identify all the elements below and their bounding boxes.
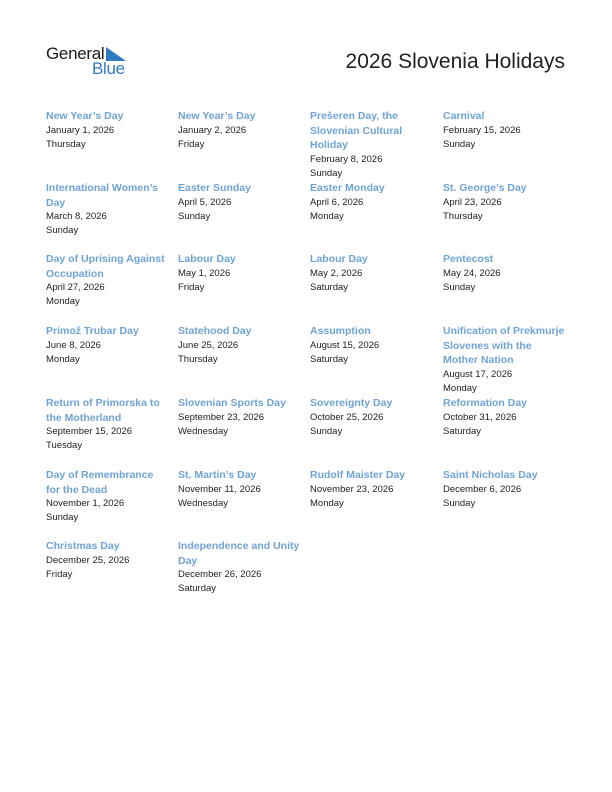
holiday-date: August 15, 2026	[310, 339, 380, 351]
holiday-name: Reformation Day	[443, 397, 528, 409]
holiday-entry	[443, 396, 567, 439]
holiday-entry	[178, 539, 302, 596]
holiday-entry	[46, 539, 170, 582]
holiday-weekday: Saturday	[310, 353, 349, 365]
holiday-name: New Year’s Day	[46, 110, 124, 122]
holiday-entry	[46, 252, 170, 309]
holiday-weekday: Friday	[46, 568, 73, 580]
holiday-weekday: Sunday	[310, 425, 343, 437]
page-title: 2026 Slovenia Holidays	[345, 50, 565, 73]
holiday-name: Sovereignty Day	[310, 397, 393, 409]
holiday-name: International Women’s Day	[46, 182, 159, 209]
holiday-weekday: Sunday	[46, 512, 79, 523]
holiday-weekday: Monday	[46, 296, 80, 307]
holiday-entry	[310, 181, 434, 224]
holiday-date: April 5, 2026	[178, 196, 232, 208]
holiday-entry	[46, 181, 170, 238]
holiday-weekday: Sunday	[178, 210, 211, 222]
holiday-entry	[443, 324, 567, 396]
holiday-weekday: Thursday	[443, 210, 483, 222]
holiday-name: Saint Nicholas Day	[443, 469, 538, 481]
holiday-entry	[310, 109, 434, 181]
holiday-date: October 25, 2026	[310, 411, 384, 423]
holiday-entry	[178, 109, 302, 152]
holiday-weekday: Sunday	[443, 138, 476, 150]
holiday-entry	[46, 468, 170, 525]
holiday-name: Day of Remembrance for the Dead	[46, 469, 154, 496]
holiday-date: June 25, 2026	[178, 339, 239, 351]
holiday-name: Independence and Unity Day	[178, 540, 300, 567]
holiday-name: Assumption	[310, 325, 371, 337]
holiday-name: Prešeren Day, the Slovenian Cultural Holiday	[310, 110, 403, 151]
holiday-entry	[443, 468, 567, 511]
holiday-name: Statehood Day	[178, 325, 252, 337]
holiday-name: Slovenian Sports Day	[178, 397, 286, 409]
holiday-entry	[46, 109, 170, 152]
holiday-entry	[46, 396, 170, 453]
holiday-name: Day of Uprising Against Occupation	[46, 253, 165, 280]
holiday-date: September 15, 2026	[46, 426, 133, 437]
holiday-date: September 23, 2026	[178, 411, 265, 423]
holiday-date: March 8, 2026	[46, 211, 107, 222]
logo	[46, 44, 136, 80]
holiday-entry	[310, 324, 434, 367]
holiday-weekday: Wednesday	[178, 497, 228, 509]
holiday-entry	[46, 324, 170, 367]
holiday-name: Pentecost	[443, 253, 494, 265]
holiday-date: January 1, 2026	[46, 124, 115, 136]
holiday-entry	[178, 252, 302, 295]
holiday-name: St. George’s Day	[443, 182, 527, 194]
holiday-name: Rudolf Maister Day	[310, 469, 406, 481]
holiday-name: Easter Monday	[310, 182, 385, 194]
holiday-name: Primož Trubar Day	[46, 325, 139, 337]
holiday-date: February 15, 2026	[443, 124, 521, 136]
holiday-weekday: Saturday	[443, 425, 482, 437]
holiday-name: Carnival	[443, 110, 485, 122]
holiday-weekday: Monday	[443, 382, 477, 394]
holiday-date: February 8, 2026	[310, 153, 383, 165]
logo-text-blue: Blue	[92, 59, 125, 78]
holiday-date: October 31, 2026	[443, 411, 517, 423]
holiday-entry	[443, 252, 567, 295]
holiday-entry	[443, 181, 567, 224]
holiday-entry	[178, 396, 302, 439]
holiday-name: Easter Sunday	[178, 182, 251, 194]
holiday-name: Unification of Prekmurje Slovenes with the Mother Nation	[443, 325, 565, 366]
holiday-name: Christmas Day	[46, 540, 120, 552]
holiday-date: December 25, 2026	[46, 554, 130, 566]
holiday-weekday: Friday	[178, 281, 205, 293]
holiday-date: June 8, 2026	[46, 339, 101, 351]
holiday-name: St. Martin’s Day	[178, 469, 257, 481]
holiday-weekday: Sunday	[443, 281, 476, 293]
holiday-entry	[178, 468, 302, 511]
holiday-weekday: Friday	[178, 138, 205, 150]
holiday-weekday: Tuesday	[46, 440, 83, 451]
holiday-date: May 2, 2026	[310, 267, 363, 279]
holiday-name: New Year’s Day	[178, 110, 256, 122]
holiday-weekday: Wednesday	[178, 425, 228, 437]
holiday-entry	[310, 396, 434, 439]
holiday-weekday: Sunday	[443, 497, 476, 509]
holiday-date: May 24, 2026	[443, 267, 501, 279]
holiday-weekday: Monday	[310, 210, 344, 222]
holiday-name: Return of Primorska to the Motherland	[46, 397, 160, 424]
holiday-date: November 23, 2026	[310, 483, 394, 495]
holiday-date: December 26, 2026	[178, 569, 262, 580]
holiday-entry	[178, 324, 302, 367]
holiday-date: November 1, 2026	[46, 498, 125, 509]
holiday-name: Labour Day	[178, 253, 236, 265]
holiday-date: May 1, 2026	[178, 267, 231, 279]
holiday-weekday: Thursday	[178, 353, 218, 365]
holiday-weekday: Monday	[46, 353, 80, 365]
holiday-entry	[443, 109, 567, 152]
holiday-weekday: Saturday	[310, 281, 349, 293]
holiday-weekday: Monday	[310, 497, 344, 509]
holiday-entry	[310, 468, 434, 511]
holiday-entry	[310, 252, 434, 295]
holiday-date: April 27, 2026	[46, 282, 105, 293]
holiday-date: November 11, 2026	[178, 483, 261, 495]
holiday-weekday: Sunday	[310, 167, 343, 179]
holiday-date: August 17, 2026	[443, 368, 513, 380]
holiday-date: April 6, 2026	[310, 196, 364, 208]
holiday-entry	[178, 181, 302, 224]
holiday-weekday: Saturday	[178, 583, 217, 594]
holiday-weekday: Thursday	[46, 138, 86, 150]
holiday-weekday: Sunday	[46, 225, 79, 236]
holiday-date: April 23, 2026	[443, 196, 502, 208]
holiday-date: December 6, 2026	[443, 483, 522, 495]
logo-text-general: General	[46, 44, 105, 63]
holiday-name: Labour Day	[310, 253, 368, 265]
holiday-date: January 2, 2026	[178, 124, 247, 136]
